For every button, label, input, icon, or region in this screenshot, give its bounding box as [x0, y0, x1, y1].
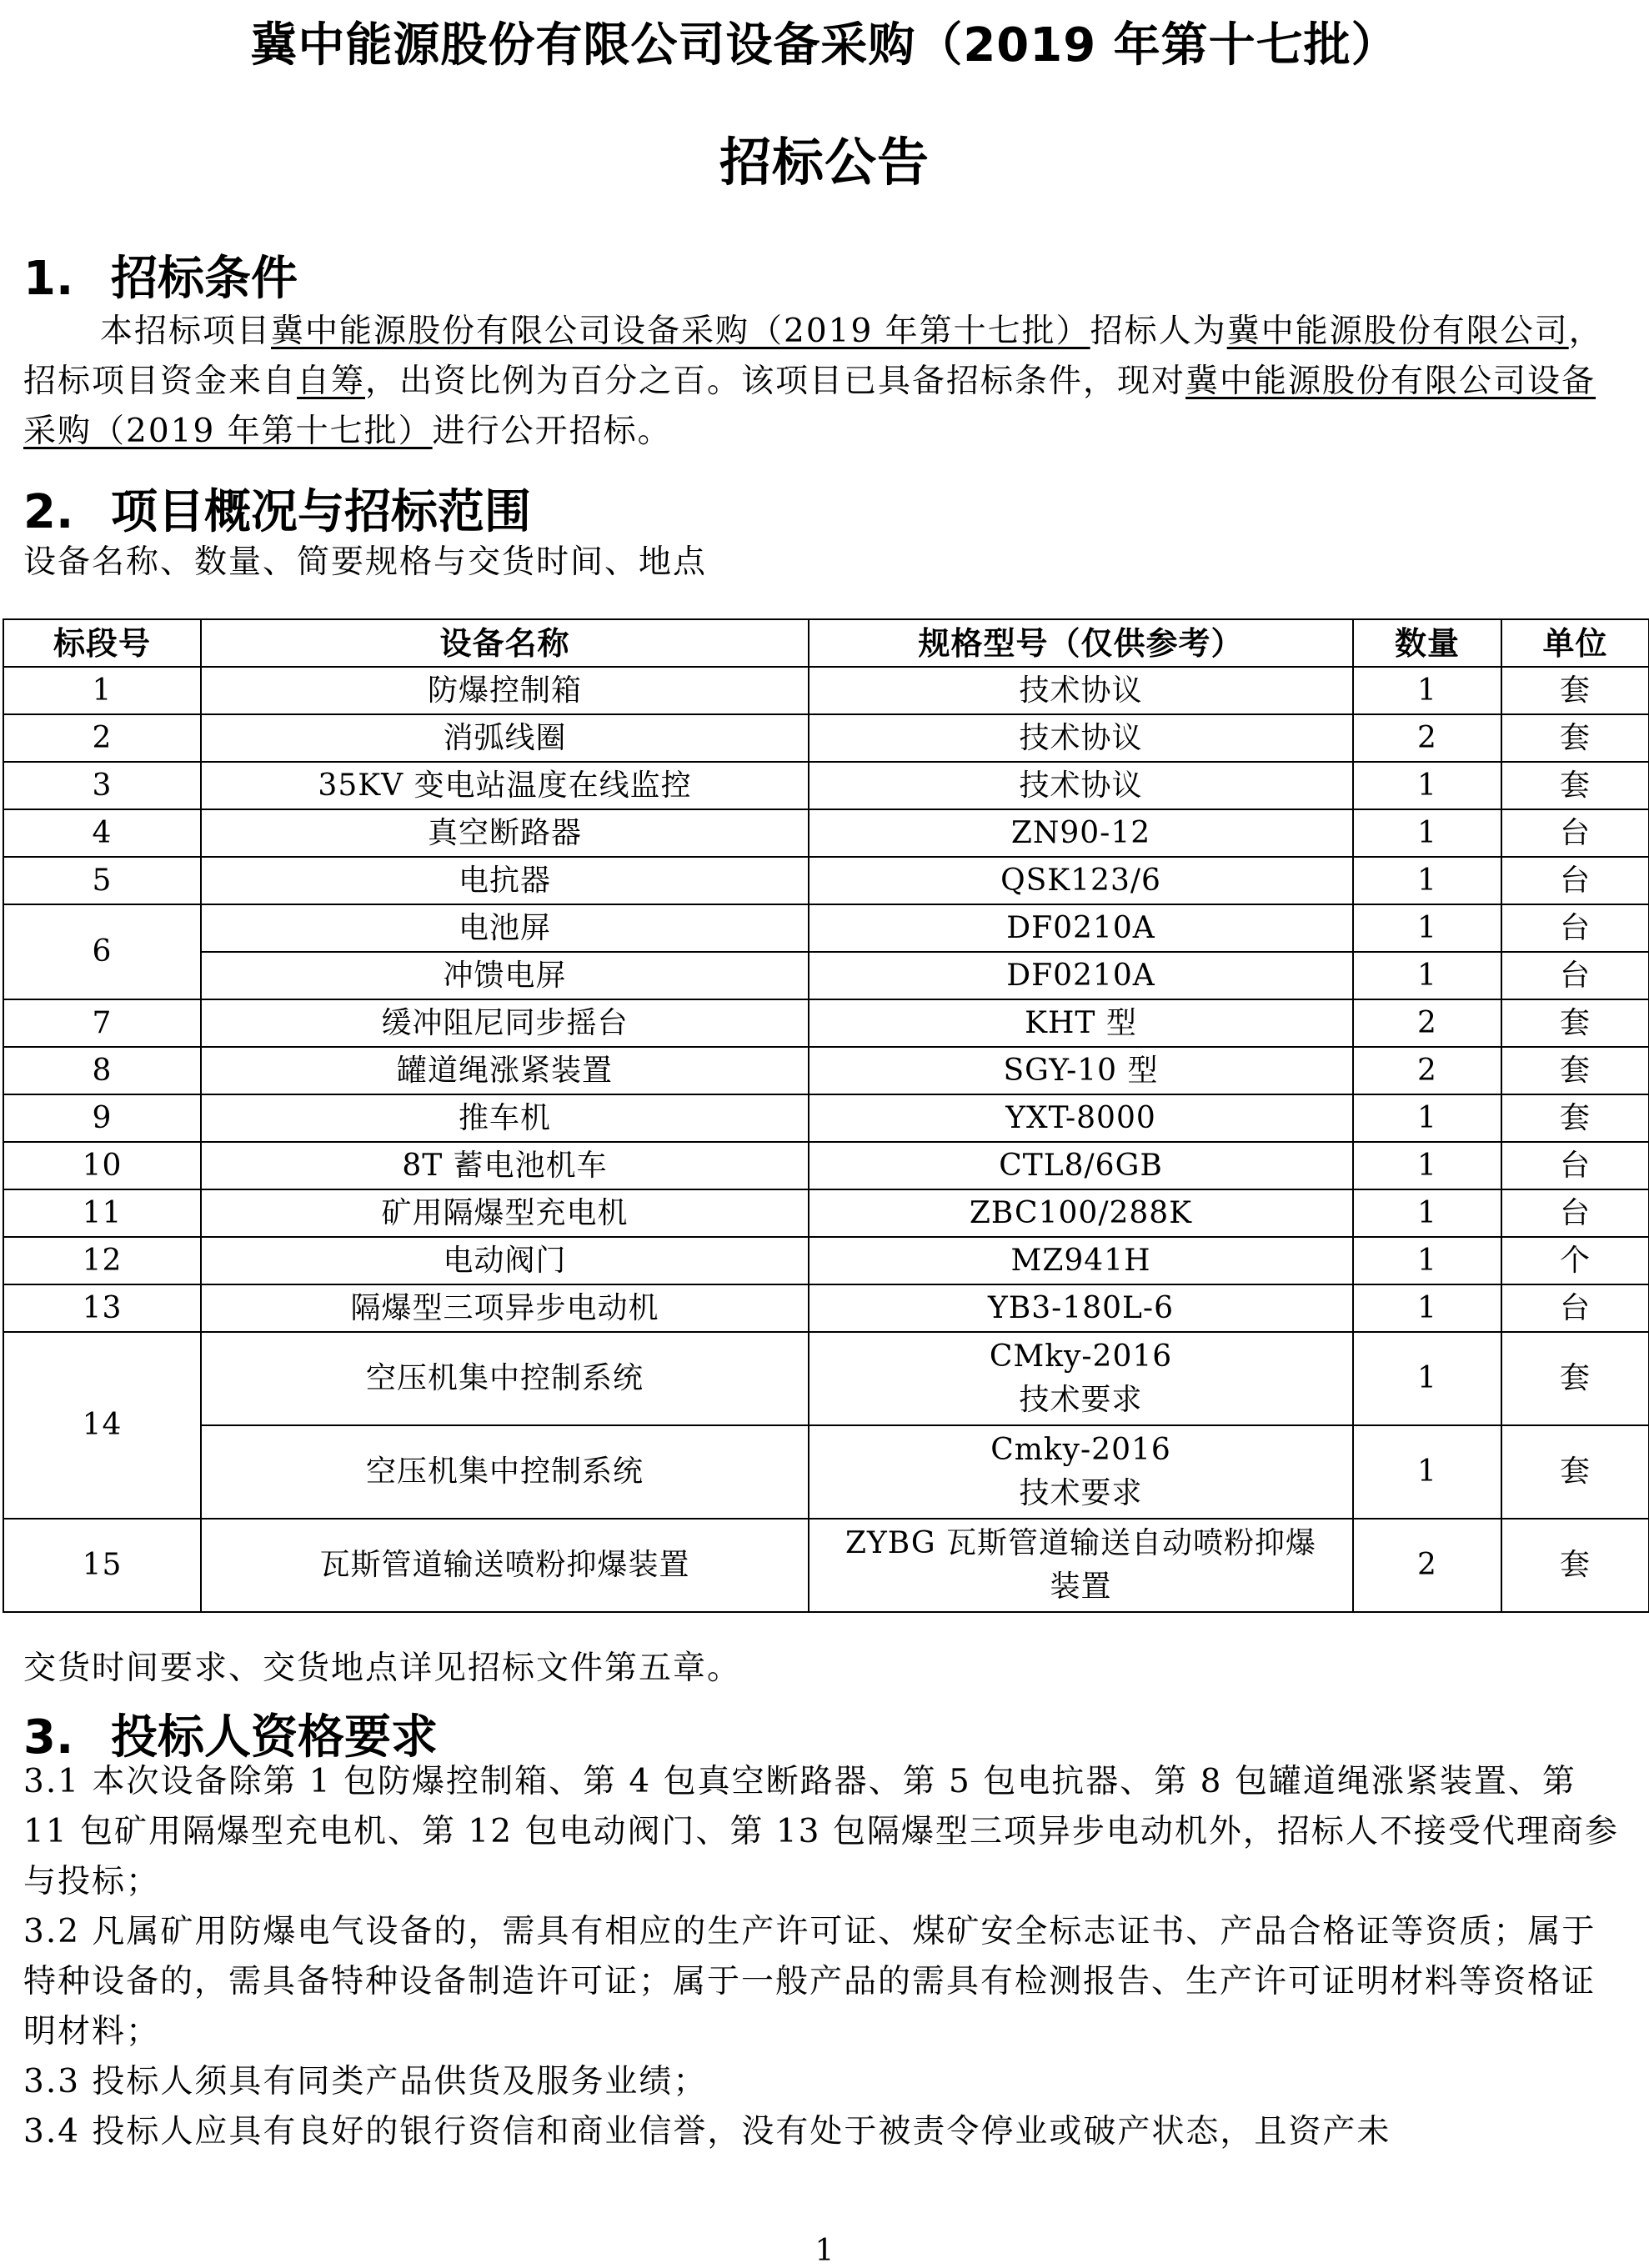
qualification-list: [23, 1757, 1628, 2157]
cell-unit: 套: [1501, 1094, 1649, 1142]
cell-qty: 1: [1353, 857, 1501, 904]
table-row: [3, 1284, 1649, 1332]
list-item: 3.2 凡属矿用防爆电气设备的，需具有相应的生产许可证、煤矿安全标志证书、产品合格证等资质；属于特种设备的，需具备特种设备制造许可证；属于一般产品的需具有检测报告、生产许可证明材料等资格证明材料；: [23, 1913, 1596, 2050]
header-qty: 数量: [1353, 619, 1501, 667]
table-row: [3, 1189, 1649, 1237]
table-row: [3, 1094, 1649, 1142]
cell-qty: 1: [1353, 904, 1501, 952]
cell-name: 空压机集中控制系统: [201, 1425, 809, 1519]
cell-name: 罐道绳涨紧装置: [201, 1047, 809, 1094]
table-row: [3, 1237, 1649, 1284]
cell-spec: YB3-180L-6: [809, 1284, 1353, 1332]
table-row: [3, 1047, 1649, 1094]
cell-qty: 2: [1353, 1519, 1501, 1612]
cell-spec: [809, 1425, 1353, 1519]
cell-spec: DF0210A: [809, 952, 1353, 999]
cell-qty: 1: [1353, 1425, 1501, 1519]
cell-name: 消弧线圈: [201, 714, 809, 762]
cell-lot: 3: [3, 762, 201, 809]
header-name: 设备名称: [201, 619, 809, 667]
table-header-row: [3, 619, 1649, 667]
cell-unit: 套: [1501, 999, 1649, 1047]
page-number: 1: [814, 2234, 835, 2268]
text-span: ，出资比例为百分之百。该项目已具备招标条件，现对: [365, 363, 1186, 400]
cell-spec: 技术协议: [809, 762, 1353, 809]
cell-qty: 1: [1353, 762, 1501, 809]
table-row: [3, 999, 1649, 1047]
spec-line: 技术要求: [1019, 1383, 1143, 1417]
text-span: 本招标项目: [100, 313, 272, 350]
cell-name: 电抗器: [201, 857, 809, 904]
text-span: ，招标项目资金来自: [23, 313, 1603, 400]
cell-name: 真空断路器: [201, 809, 809, 857]
cell-qty: 1: [1353, 952, 1501, 999]
text-span: 招标人为: [1090, 313, 1227, 350]
cell-lot: 6: [3, 904, 201, 999]
cell-lot: 1: [3, 667, 201, 714]
cell-name: 推车机: [201, 1094, 809, 1142]
cell-qty: 2: [1353, 999, 1501, 1047]
cell-spec: ZBC100/288K: [809, 1189, 1353, 1237]
cell-lot: 15: [3, 1519, 201, 1612]
cell-qty: 1: [1353, 1332, 1501, 1425]
cell-spec: ZN90-12: [809, 809, 1353, 857]
equipment-table: [3, 618, 1649, 1613]
cell-unit: 个: [1501, 1237, 1649, 1284]
cell-lot: 9: [3, 1094, 201, 1142]
cell-spec: CTL8/6GB: [809, 1142, 1353, 1189]
cell-qty: 1: [1353, 1142, 1501, 1189]
cell-name: 空压机集中控制系统: [201, 1332, 809, 1425]
header-lot: 标段号: [3, 619, 201, 667]
cell-unit: 台: [1501, 904, 1649, 952]
cell-name: 电池屏: [201, 904, 809, 952]
cell-spec: 技术协议: [809, 714, 1353, 762]
table-row: [3, 809, 1649, 857]
cell-name: 矿用隔爆型充电机: [201, 1189, 809, 1237]
cell-unit: 套: [1501, 667, 1649, 714]
list-item: 3.3 投标人须具有同类产品供货及服务业绩；: [23, 2063, 708, 2100]
spec-line: ZYBG 瓦斯管道输送自动喷粉抑爆: [845, 1526, 1317, 1560]
cell-name: 防爆控制箱: [201, 667, 809, 714]
table-row: [3, 904, 1649, 952]
cell-unit: 台: [1501, 952, 1649, 999]
section2-heading: [23, 475, 531, 542]
cell-unit: 套: [1501, 1332, 1649, 1425]
section1-heading: [23, 242, 298, 308]
cell-unit: 套: [1501, 1047, 1649, 1094]
cell-name: 35KV 变电站温度在线监控: [201, 762, 809, 809]
spec-line: 技术要求: [1019, 1476, 1143, 1510]
section3-title: 投标人资格要求: [111, 1710, 438, 1765]
cell-unit: 台: [1501, 809, 1649, 857]
cell-lot: 5: [3, 857, 201, 904]
table-row: [3, 1519, 1649, 1612]
cell-lot: 14: [3, 1332, 201, 1519]
spec-line: 装置: [1050, 1570, 1112, 1604]
table-row: [3, 1142, 1649, 1189]
table-row: [3, 952, 1649, 999]
cell-lot: 12: [3, 1237, 201, 1284]
cell-name: 隔爆型三项异步电动机: [201, 1284, 809, 1332]
cell-spec: DF0210A: [809, 904, 1353, 952]
owner-name-underlined: 冀中能源股份有限公司: [1226, 313, 1569, 350]
project-name-underlined: 冀中能源股份有限公司设备采购（2019 年第十七批）: [271, 313, 1090, 350]
cell-qty: 1: [1353, 667, 1501, 714]
header-unit: 单位: [1501, 619, 1649, 667]
section3-number: 3.: [23, 1710, 74, 1765]
list-item: 3.4 投标人应具有良好的银行资信和商业信誉，没有处于被责令停业或破产状态，且资产未: [23, 2113, 1391, 2150]
cell-qty: 1: [1353, 1237, 1501, 1284]
table-row: [3, 714, 1649, 762]
cell-lot: 13: [3, 1284, 201, 1332]
delivery-note: 交货时间要求、交货地点详见招标文件第五章。: [23, 1650, 742, 1687]
cell-unit: 套: [1501, 762, 1649, 809]
cell-qty: 1: [1353, 809, 1501, 857]
cell-unit: 台: [1501, 857, 1649, 904]
cell-qty: 1: [1353, 1189, 1501, 1237]
project-name-underlined: 冀中能源股份有限公司设备采购（2019 年第十七批）: [23, 363, 1596, 450]
cell-unit: 台: [1501, 1189, 1649, 1237]
cell-qty: 2: [1353, 714, 1501, 762]
cell-spec: [809, 1519, 1353, 1612]
cell-lot: 11: [3, 1189, 201, 1237]
text-span: 进行公开招标。: [432, 413, 672, 450]
spec-line: CMky-2016: [989, 1339, 1173, 1374]
fund-source-underlined: 自筹: [297, 363, 366, 400]
cell-qty: 1: [1353, 1094, 1501, 1142]
cell-unit: 套: [1501, 1425, 1649, 1519]
cell-spec: YXT-8000: [809, 1094, 1353, 1142]
cell-name: 电动阀门: [201, 1237, 809, 1284]
cell-lot: 4: [3, 809, 201, 857]
table-row: [3, 1425, 1649, 1519]
table-row: [3, 762, 1649, 809]
cell-spec: 技术协议: [809, 667, 1353, 714]
cell-spec: SGY-10 型: [809, 1047, 1353, 1094]
table-row: [3, 667, 1649, 714]
cell-spec: [809, 1332, 1353, 1425]
section2-number: 2.: [23, 485, 74, 539]
spec-line: Cmky-2016: [990, 1433, 1171, 1467]
cell-spec: QSK123/6: [809, 857, 1353, 904]
section2-title: 项目概况与招标范围: [111, 485, 531, 539]
cell-name: 冲馈电屏: [201, 952, 809, 999]
cell-lot: 8: [3, 1047, 201, 1094]
cell-spec: MZ941H: [809, 1237, 1353, 1284]
cell-unit: 套: [1501, 714, 1649, 762]
cell-qty: 2: [1353, 1047, 1501, 1094]
document-subtitle: 招标公告: [719, 132, 930, 193]
cell-name: 瓦斯管道输送喷粉抑爆装置: [201, 1519, 809, 1612]
cell-unit: 台: [1501, 1284, 1649, 1332]
cell-lot: 10: [3, 1142, 201, 1189]
cell-lot: 2: [3, 714, 201, 762]
header-spec: 规格型号（仅供参考）: [809, 619, 1353, 667]
list-item: 3.1 本次设备除第 1 包防爆控制箱、第 4 包真空断路器、第 5 包电抗器、第 8 包罐道绳涨紧装置、第 11 包矿用隔爆型充电机、第 12 包电动阀门、第 13 包隔爆型三项异步电动机外，招标人不接受代理商参与投标；: [23, 1763, 1619, 1900]
cell-qty: 1: [1353, 1284, 1501, 1332]
cell-unit: 套: [1501, 1519, 1649, 1612]
cell-unit: 台: [1501, 1142, 1649, 1189]
section2-intro: 设备名称、数量、简要规格与交货时间、地点: [23, 543, 708, 581]
section1-number: 1.: [23, 252, 74, 306]
cell-lot: 7: [3, 999, 201, 1047]
cell-spec: KHT 型: [809, 999, 1353, 1047]
cell-name: 8T 蓄电池机车: [201, 1142, 809, 1189]
table-row: [3, 1332, 1649, 1425]
section1-title: 招标条件: [111, 252, 298, 306]
document-title: 冀中能源股份有限公司设备采购（2019 年第十七批）: [250, 18, 1399, 73]
table-row: [3, 857, 1649, 904]
section1-paragraph: [23, 307, 1628, 457]
cell-name: 缓冲阻尼同步摇台: [201, 999, 809, 1047]
